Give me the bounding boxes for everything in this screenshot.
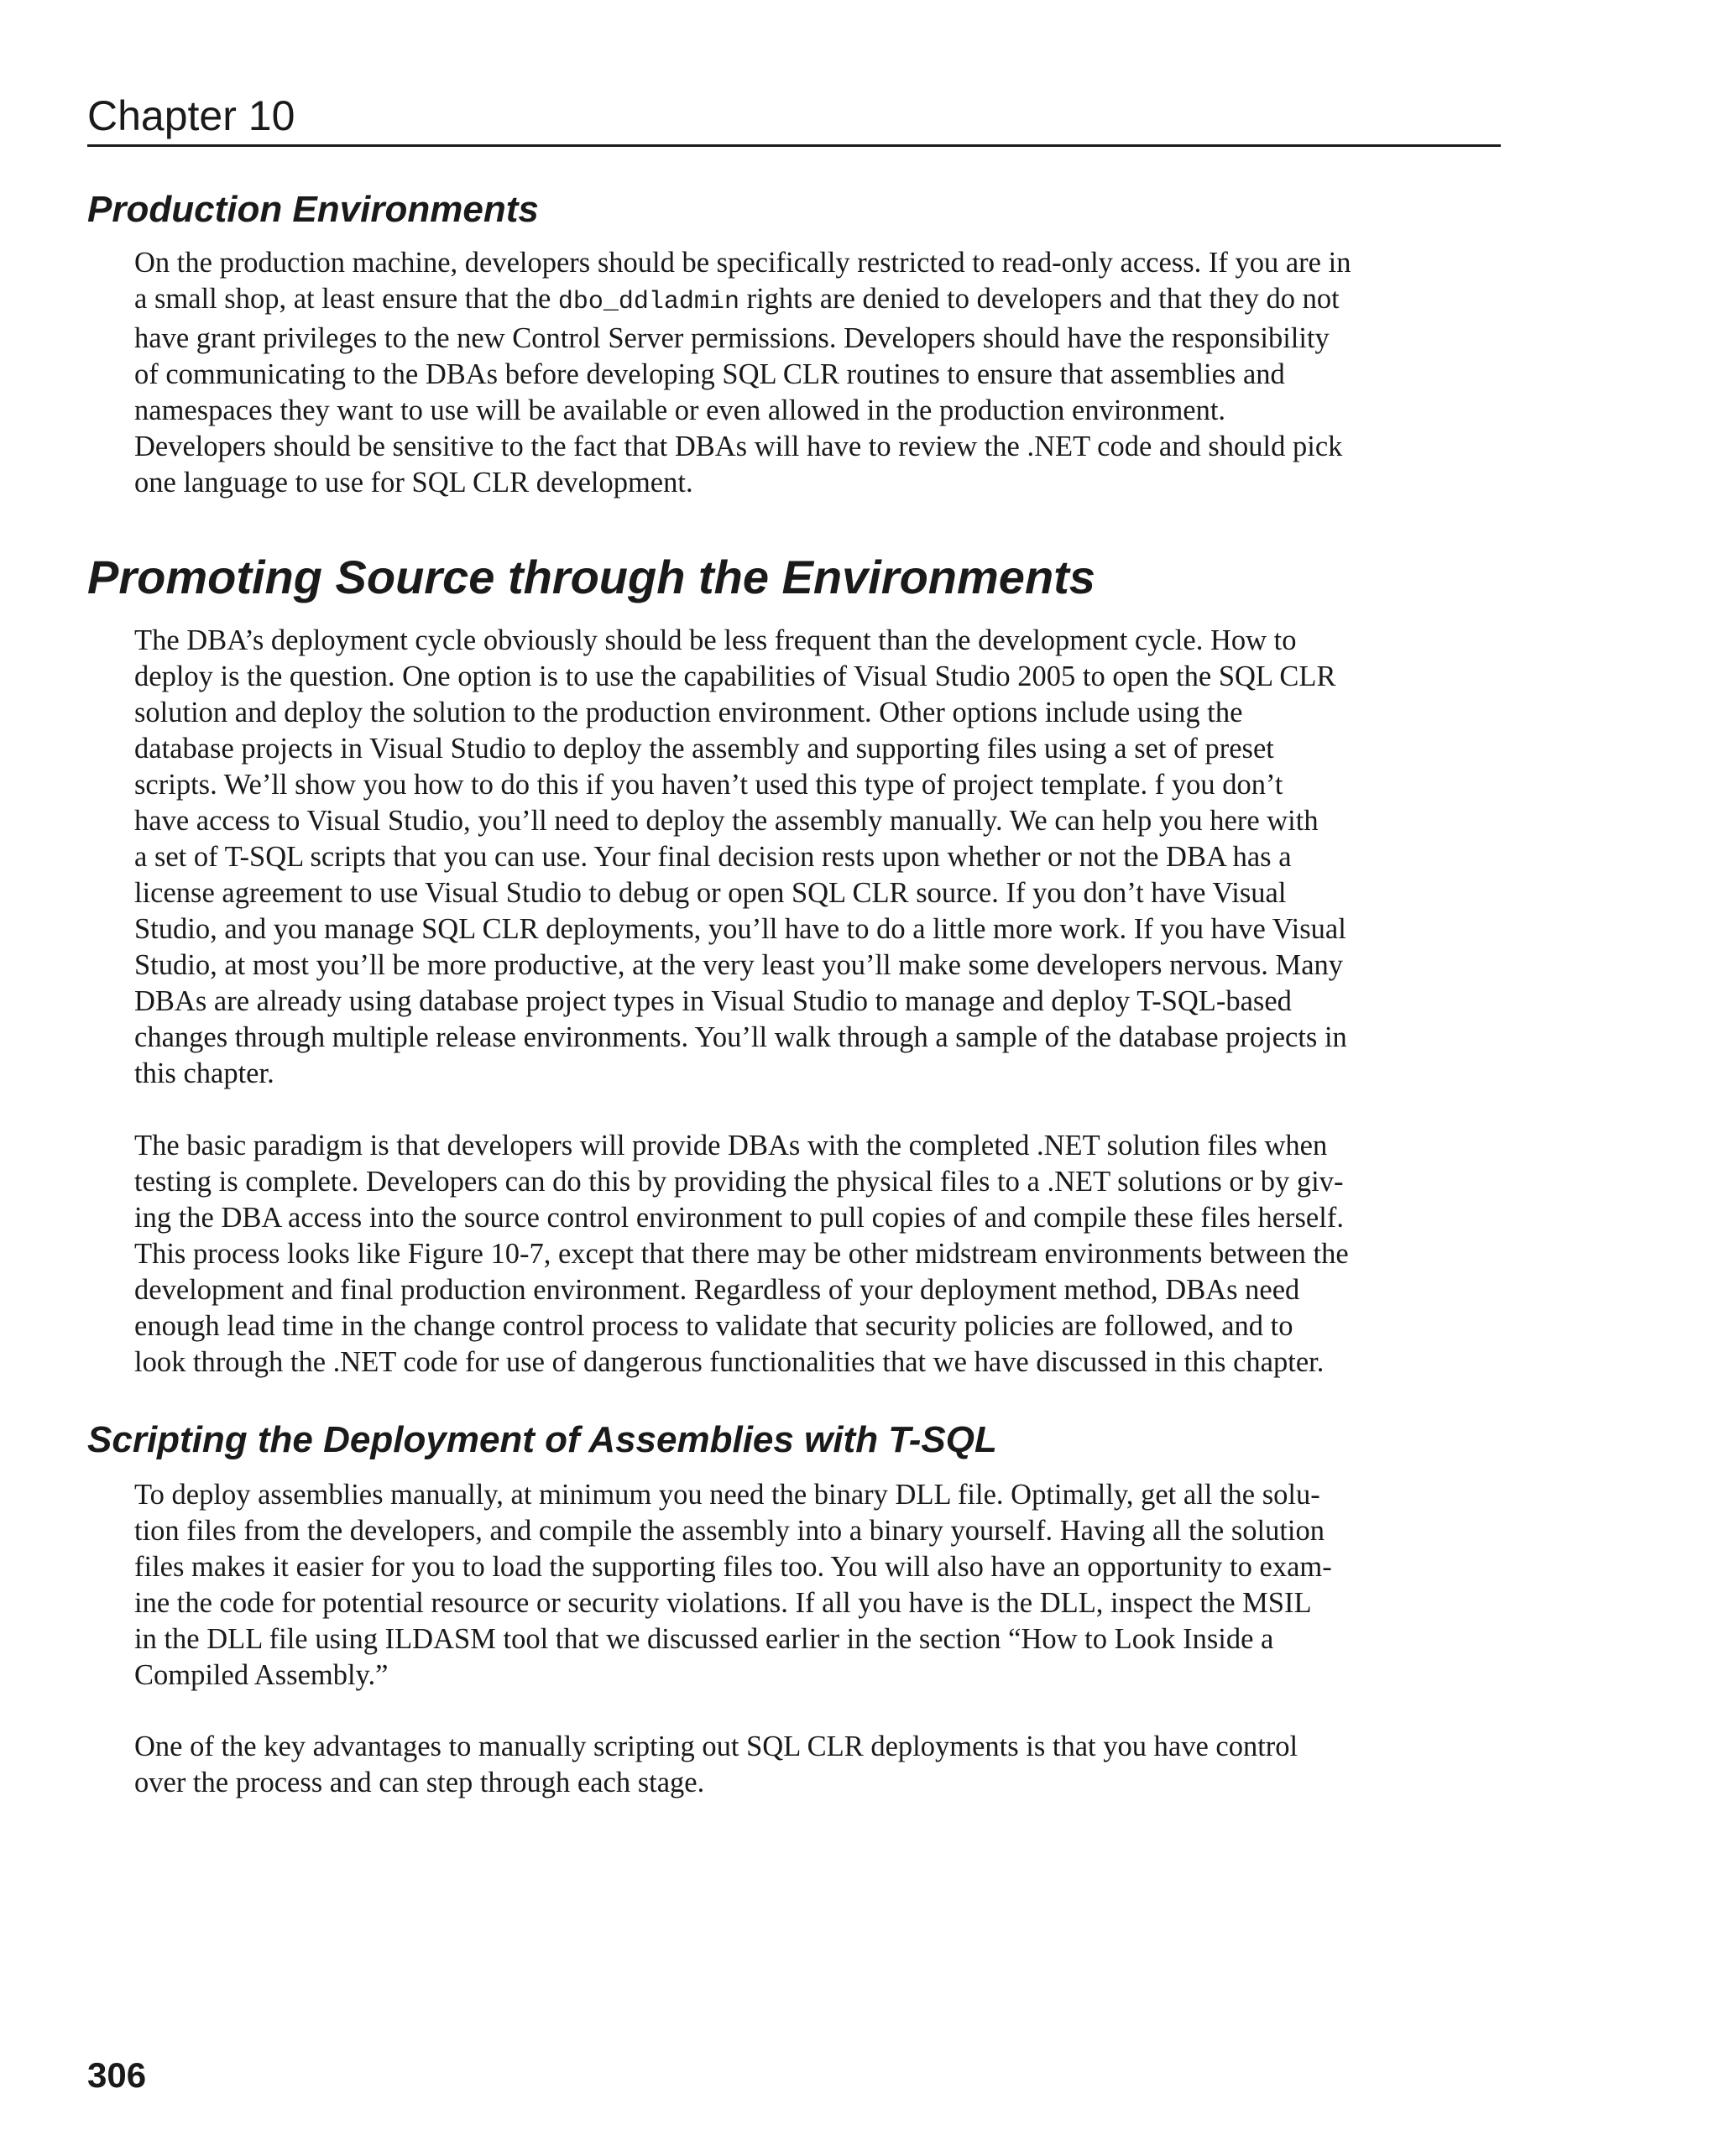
text-line: ine the code for potential resource or security violations. If all you have is the DLL, inspect the MSIL [134,1587,1312,1619]
paragraph-promoting-source-2 [134,1128,1504,1381]
text-line: development and final production environment. Regardless of your deployment method, DBAs need [134,1274,1300,1306]
text-line: Compiled Assembly.” [134,1659,389,1691]
text-line: have grant privileges to the new Control Server permissions. Developers should have the responsibility [134,322,1330,354]
text-line: license agreement to use Visual Studio to debug or open SQL CLR source. If you don’t have Visual [134,877,1287,909]
text-line: The basic paradigm is that developers will provide DBAs with the completed .NET solution files when [134,1130,1328,1162]
text-line: tion files from the developers, and compile the assembly into a binary yourself. Having all the solution [134,1515,1325,1547]
text-line: of communicating to the DBAs before developing SQL CLR routines to ensure that assemblies and [134,358,1285,390]
page-number: 306 [87,2055,147,2095]
text-line [134,281,1504,321]
text-line: scripts. We’ll show you how to do this if you haven’t used this type of project template. f you don’t [134,769,1283,801]
text-line: look through the .NET code for use of dangerous functionalities that we have discussed in this chapter. [134,1346,1325,1378]
text-line: namespaces they want to use will be available or even allowed in the production environment. [134,394,1226,426]
text-line: One of the key advantages to manually scripting out SQL CLR deployments is that you have control [134,1731,1298,1762]
text-line: over the process and can step through each stage. [134,1767,705,1798]
text-line: files makes it easier for you to load the supporting files too. You will also have an opportunity to exam- [134,1551,1332,1583]
section-heading-promoting-source: Promoting Source through the Environments [87,551,1095,603]
paragraph-promoting-source-1 [134,623,1504,1092]
text-line: solution and deploy the solution to the production environment. Other options include using the [134,697,1243,728]
text-line: changes through multiple release environments. You’ll walk through a sample of the database projects in [134,1021,1347,1053]
text-line: ing the DBA access into the source control environment to pull copies of and compile these files herself. [134,1202,1344,1234]
text-line: this chapter. [134,1057,274,1089]
paragraph-production-environments [134,245,1504,501]
text-line: DBAs are already using database project types in Visual Studio to manage and deploy T-SQL-based [134,985,1292,1017]
text-run: rights are denied to developers and that they do not [739,283,1340,315]
text-line: a set of T-SQL scripts that you can use. Your final decision rests upon whether or not the DBA has a [134,841,1292,873]
text-line: database projects in Visual Studio to deploy the assembly and supporting files using a set of preset [134,733,1274,765]
text-line: have access to Visual Studio, you’ll need to deploy the assembly manually. We can help you here with [134,805,1319,837]
text-line: On the production machine, developers should be specifically restricted to read-only access. If you are in [134,247,1351,279]
text-line: one language to use for SQL CLR development. [134,467,693,499]
text-line: testing is complete. Developers can do this by providing the physical files to a .NET solutions or by giv- [134,1166,1344,1198]
text-line: in the DLL file using ILDASM tool that we discussed earlier in the section “How to Look Inside a [134,1623,1274,1655]
header-rule [87,144,1501,147]
paragraph-scripting-deployment-1 [134,1477,1504,1694]
text-line: Developers should be sensitive to the fact that DBAs will have to review the .NET code and should pick [134,431,1343,462]
text-line: Studio, at most you’ll be more productive, at the very least you’ll make some developers nervous. Many [134,949,1344,981]
running-head: Chapter 10 [87,92,295,139]
section-heading-production-environments: Production Environments [87,189,539,230]
section-heading-scripting-deployment: Scripting the Deployment of Assemblies with T-SQL [87,1419,997,1460]
paragraph-scripting-deployment-2 [134,1729,1504,1801]
text-line: enough lead time in the change control process to validate that security policies are followed, and to [134,1310,1293,1342]
text-line: The DBA’s deployment cycle obviously should be less frequent than the development cycle. How to [134,624,1297,656]
text-run: a small shop, at least ensure that the [134,283,558,315]
text-line: To deploy assemblies manually, at minimum you need the binary DLL file. Optimally, get all the solu- [134,1479,1320,1511]
text-line: Studio, and you manage SQL CLR deployments, you’ll have to do a little more work. If you have Visual [134,913,1346,945]
inline-code: dbo_ddladmin [557,288,739,316]
text-line: deploy is the question. One option is to use the capabilities of Visual Studio 2005 to open the SQL CLR [134,660,1336,692]
text-line: This process looks like Figure 10-7, except that there may be other midstream environments between the [134,1238,1349,1270]
